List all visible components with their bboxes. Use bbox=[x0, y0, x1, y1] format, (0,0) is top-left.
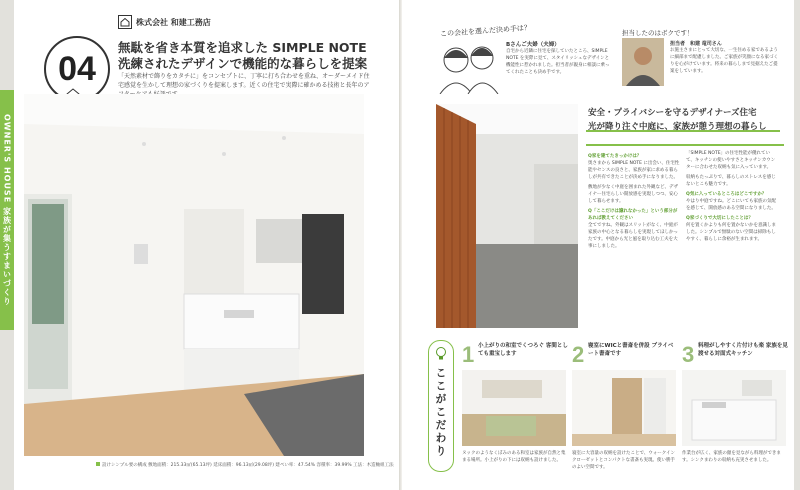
point-photo-tatami bbox=[462, 370, 566, 446]
house-icon bbox=[118, 15, 132, 29]
kodawari-label bbox=[428, 340, 454, 472]
right-page-edge bbox=[794, 0, 800, 490]
question: Q家を建てたきっかけは？ bbox=[588, 154, 642, 159]
article-number: 04 bbox=[44, 36, 110, 102]
family-heading: この会社を選んだ決め手は？ bbox=[439, 23, 532, 39]
point-number: 2 bbox=[572, 342, 585, 367]
photo-caption bbox=[96, 462, 394, 468]
article-title-line1: 無駄を省き本質を追求した SIMPLE NOTE bbox=[118, 40, 367, 55]
answer: 「SIMPLE NOTE」の住宅性能が優れていて、キッチンの使いやすさとキッチンカウンターに合わせた収納も気に入っています。 bbox=[686, 151, 776, 170]
point-title: 寝室にWICと書斎を併設 プライベート書斎です bbox=[588, 343, 674, 357]
answer: 敷地が少なく中庭を囲まれた外観など、デザイナー住宅らしい開放感を実現しつつ、安心して暮らせます。 bbox=[588, 185, 678, 204]
question: Q家づくりで大切にしたことは？ bbox=[686, 216, 753, 221]
article-lead: 「天然素材で飾りをカタチに」をコンセプトに、丁寧に打ち合わせを重ね、オーダーメイド住宅感覚を生かして理想の家づくりを提案します。近くの住宅で実際に確かめる技術と長年のア bbox=[118, 73, 370, 89]
point-title: 料理がしやすく片付けも楽 家族を見渡せる対面式キッチン bbox=[698, 343, 788, 357]
point-title: 小上がりの和室でくつろぐ 客間としても重宝します bbox=[478, 343, 568, 357]
point-photo-kitchen bbox=[682, 370, 786, 446]
company-name: 株式会社 和建工務店 bbox=[136, 17, 211, 27]
family-comment: 自宅から近隣に住宅を探していたところ、SIMPLE NOTE を実際に見て、スタイリッシュなデザインと機能性に惹かれました。担当者が親身に相談に乗ってくれたことも決め手です。 bbox=[506, 49, 610, 75]
company-tag bbox=[118, 14, 211, 30]
headline-underline bbox=[586, 144, 784, 146]
body-column-2 bbox=[686, 150, 778, 246]
answer: やはり中庭ですね。どこにいても家族の気配を感じて、開放感のある空間になりました。 bbox=[686, 199, 776, 211]
point-text: 寝室に大容量の収納を設けたことで、ウォークインクローゼットとコンパクトな書斎も実現。使い勝手のよい空間です。 bbox=[572, 451, 676, 470]
body-column-1 bbox=[588, 150, 680, 253]
answer: 全てですね。外観はスリットがなく、中庭が家族の中心となる暮らしを実現してほしかったです。中庭から光と風を取り込む工夫を大事にしました。 bbox=[588, 223, 678, 249]
question: Q気に入っているところはどこですか？ bbox=[686, 192, 767, 197]
question: Q「ここだけは譲れなかった」という部分があれば教えてください bbox=[588, 209, 678, 221]
side-tab-label: OWNER'S HOUSE 家族が集うすまいづくり bbox=[2, 114, 12, 306]
kodawari-text: ここがこだわり bbox=[434, 367, 447, 458]
family-illustration-icon bbox=[434, 38, 502, 94]
headline-line2: 光が降り注ぐ中庭に、家族が憩う理想の暮らし bbox=[588, 122, 767, 132]
point-photo-closet bbox=[572, 370, 676, 446]
point-text: 作業台が広く、家族の顔を見ながら料理ができます。シンクまわりの収納も充実させました。 bbox=[682, 451, 781, 463]
staff-heading: 担当したのはボクです！ bbox=[622, 29, 694, 37]
article-title-line2: 洗練されたデザインで機能的な暮らしを提案 bbox=[118, 56, 368, 71]
point-number: 3 bbox=[682, 342, 695, 367]
staff-comment: お施主さまにとって大切な、一生住める家であるように細部まで配慮しました。ご家族が笑顔になる家づくりを心がけています。将来の暮らしまで見据えたご提案をしています。 bbox=[670, 48, 778, 74]
answer: 何を置くかよりも何を置かないかを意識しました。シンプルで無駄のない空間は掃除もしやすく、暮らしに余裕が生まれます。 bbox=[686, 223, 776, 242]
lightbulb-icon bbox=[435, 347, 447, 361]
answer: 奥さまから SIMPLE NOTE に出会い、住宅性能やセンスの良さと、家族が家に求める暮らしが共有できたことが決め手になりました。 bbox=[588, 161, 680, 180]
interior-kitchen-photo bbox=[24, 94, 364, 456]
courtyard-photo bbox=[436, 104, 578, 328]
headline-line1: 安全・プライバシーを守るデザイナーズ住宅 bbox=[588, 108, 757, 118]
side-section-tab bbox=[0, 90, 14, 330]
answer: 収納もたっぷりで、暮らしのストレスを感じないとこも魅力です。 bbox=[686, 175, 776, 187]
family-caption: Bさんご夫婦（夫婦） bbox=[506, 42, 560, 48]
caption-text: 設けシンプル要の構成 敷地面積：215.33㎡(65.13坪) 延床面積：96.13㎡(29.08坪) 建ペい率：47.54% 容積率：39.99% 工法：木造軸組工法 bbox=[102, 463, 394, 468]
staff-portrait bbox=[622, 38, 664, 86]
point-number: 1 bbox=[462, 342, 475, 367]
caption-marker-icon bbox=[96, 462, 100, 466]
point-text: ヌックのようなくぼみのある和室は家族が自然と集まる場所。小上がりの下には収納も設けました。 bbox=[462, 451, 566, 463]
staff-caption: 担当者 和建 竜司さん bbox=[670, 41, 722, 47]
